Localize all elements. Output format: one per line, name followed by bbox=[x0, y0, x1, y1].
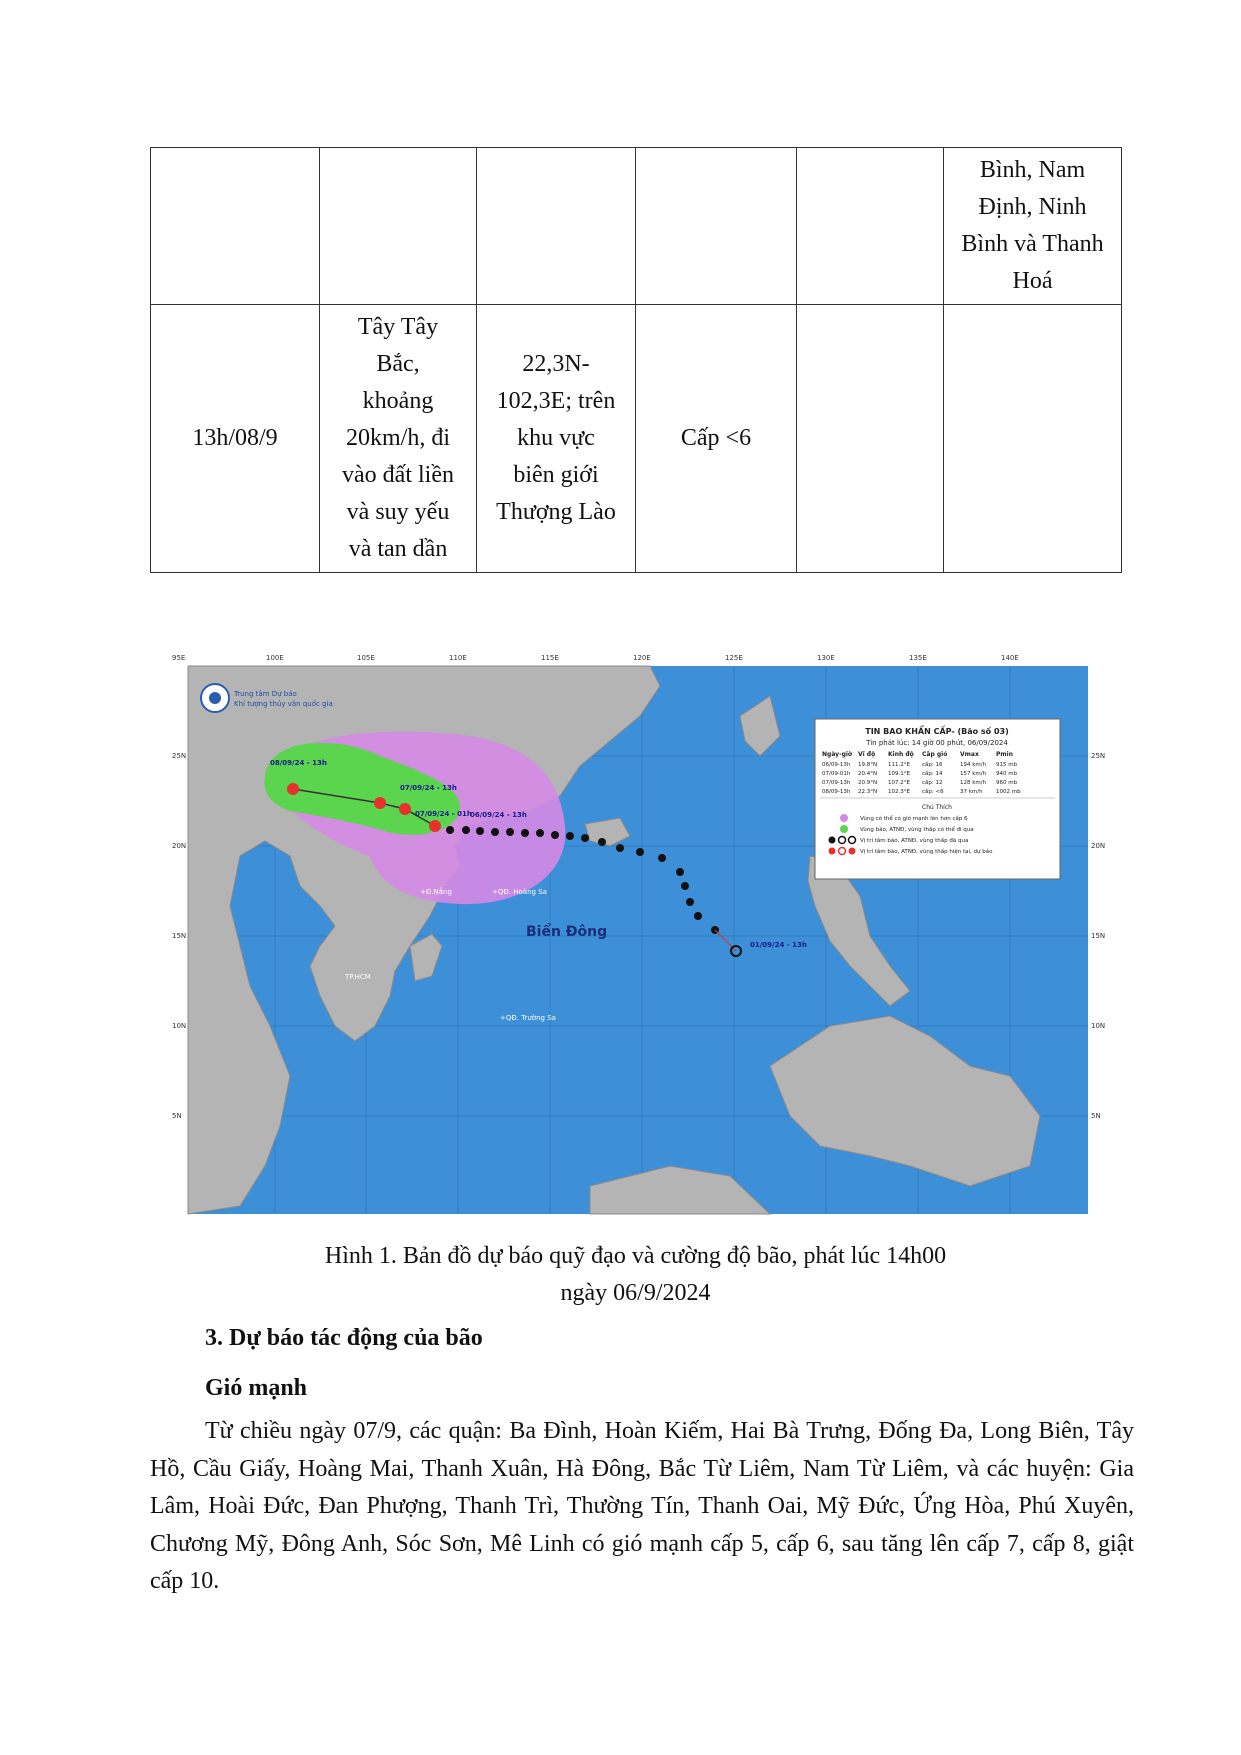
table-cell bbox=[636, 148, 797, 305]
table-cell bbox=[797, 148, 944, 305]
track-label: 01/09/24 - 13h bbox=[750, 941, 807, 949]
table-cell bbox=[151, 148, 320, 305]
info-header: Kinh độ bbox=[888, 751, 914, 758]
lat-label: 15N bbox=[1091, 932, 1106, 940]
place-danang: +Đ.Nẵng bbox=[420, 888, 452, 896]
info-cell: 109.1°E bbox=[888, 771, 910, 777]
lon-label: 140E bbox=[1001, 654, 1019, 662]
info-cell: 128 km/h bbox=[960, 780, 987, 786]
caption-line: ngày 06/9/2024 bbox=[560, 1280, 711, 1306]
info-header: Vmax bbox=[960, 751, 979, 758]
table-cell-direction: Tây Tây Bắc, khoảng 20km/h, đi vào đất liền và suy yếu và tan dần bbox=[320, 305, 477, 573]
info-cell: 960 mb bbox=[996, 780, 1018, 786]
lon-label: 135E bbox=[909, 654, 927, 662]
lat-label: 10N bbox=[1091, 1022, 1106, 1030]
table-cell bbox=[797, 305, 944, 573]
lon-label: 120E bbox=[633, 654, 651, 662]
legend-title: Chú Thích bbox=[922, 804, 952, 811]
info-cell: 37 km/h bbox=[960, 789, 983, 795]
place-truongsa: +QĐ. Trường Sa bbox=[500, 1014, 556, 1022]
table-cell-position: 22,3N- 102,3E; trên khu vực biên giới Thượng Lào bbox=[477, 305, 636, 573]
info-cell: cấp: 16 bbox=[922, 762, 943, 768]
subsection-heading: Gió mạnh bbox=[205, 1375, 308, 1401]
info-cell: 102.3°E bbox=[888, 789, 910, 795]
info-title: TIN BAO KHẨN CẤP- (Bão số 03) bbox=[865, 727, 1009, 736]
legend-item: Vị trí tâm bão, ATNĐ, vùng thấp đã qua bbox=[860, 838, 969, 844]
lat-label: 20N bbox=[172, 842, 187, 850]
lat-label: 25N bbox=[1091, 752, 1106, 760]
info-cell: 1002 mb bbox=[996, 789, 1021, 795]
table-row bbox=[151, 148, 1122, 305]
figure-caption bbox=[150, 1238, 1121, 1312]
info-issued: Tin phát lúc: 14 giờ 00 phút, 06/09/2024 bbox=[866, 739, 1008, 747]
place-bien-dong: Biển Đông bbox=[526, 924, 608, 940]
info-cell: 06/09-13h bbox=[822, 762, 851, 768]
info-cell: 107.2°E bbox=[888, 780, 910, 786]
lat-label: 10N bbox=[172, 1022, 187, 1030]
place-tphcm: TP.HCM bbox=[345, 973, 371, 981]
info-header: Cấp gió bbox=[922, 751, 948, 758]
info-cell: 20.4°N bbox=[858, 771, 878, 777]
place-hoangsa: +QĐ. Hoàng Sa bbox=[492, 888, 547, 896]
lon-label: 95E bbox=[172, 654, 186, 662]
agency-subname: Khí tượng thủy văn quốc gia bbox=[234, 700, 333, 708]
info-cell: 111.2°E bbox=[888, 762, 910, 768]
legend-item: Vùng có thể có gió mạnh lên hơn cấp 6 bbox=[860, 816, 968, 822]
info-cell: cấp: <6 bbox=[922, 789, 944, 795]
green-swatch-icon bbox=[840, 825, 848, 833]
caption-line: Hình 1. Bản đồ dự báo quỹ đạo và cường độ bão, phát lúc 14h00 bbox=[324, 1243, 947, 1269]
lon-label: 115E bbox=[541, 654, 559, 662]
table-row bbox=[151, 305, 1122, 573]
info-cell: cấp: 12 bbox=[922, 780, 943, 786]
purple-swatch-icon bbox=[840, 814, 848, 822]
agency-logo-icon bbox=[201, 684, 229, 712]
forecast-table bbox=[150, 147, 1122, 573]
agency-name: Trung tâm Dự báo bbox=[234, 690, 297, 698]
table-cell bbox=[944, 305, 1122, 573]
legend-item: Vùng bão, ATNĐ, vùng thấp có thể đi qua bbox=[860, 827, 974, 833]
info-cell: 940 mb bbox=[996, 771, 1018, 777]
lon-label: 130E bbox=[817, 654, 835, 662]
track-label: 08/09/24 - 13h bbox=[270, 759, 327, 767]
info-cell: 20.9°N bbox=[858, 780, 878, 786]
info-cell: 157 km/h bbox=[960, 771, 987, 777]
lat-label: 5N bbox=[172, 1112, 182, 1120]
track-label: 06/09/24 - 13h bbox=[470, 811, 527, 819]
legend-item: Vị trí tâm bão, ATNĐ, vùng thấp hiện tại, dự báo bbox=[860, 849, 993, 855]
info-cell: 19.8°N bbox=[858, 762, 878, 768]
table-cell-level: Cấp <6 bbox=[636, 305, 797, 573]
lon-label: 110E bbox=[449, 654, 467, 662]
lon-label: 100E bbox=[266, 654, 284, 662]
info-cell: 22.3°N bbox=[858, 789, 878, 795]
track-label: 07/09/24 - 13h bbox=[400, 784, 457, 792]
lat-label: 5N bbox=[1091, 1112, 1101, 1120]
info-header: Ngày-giờ bbox=[822, 751, 853, 758]
storm-forecast-map bbox=[170, 646, 1106, 1226]
lon-label: 105E bbox=[357, 654, 375, 662]
lon-label: 125E bbox=[725, 654, 743, 662]
info-cell: 915 mb bbox=[996, 762, 1018, 768]
table-cell-area: Bình, Nam Định, Ninh Bình và Thanh Hoá bbox=[944, 148, 1122, 305]
lat-label: 15N bbox=[172, 932, 187, 940]
lat-label: 25N bbox=[172, 752, 187, 760]
table-cell bbox=[320, 148, 477, 305]
info-header: Vĩ độ bbox=[858, 751, 876, 758]
track-label: 07/09/24 - 01h bbox=[415, 810, 472, 818]
info-cell: 08/09-13h bbox=[822, 789, 851, 795]
info-cell: 194 km/h bbox=[960, 762, 987, 768]
table-cell bbox=[477, 148, 636, 305]
info-cell: cấp: 14 bbox=[922, 771, 943, 777]
section-heading: 3. Dự báo tác động của bão bbox=[205, 1325, 483, 1351]
storm-info-box bbox=[815, 719, 1060, 879]
info-cell: 07/09-01h bbox=[822, 771, 851, 777]
table-cell-time: 13h/08/9 bbox=[151, 305, 320, 573]
info-cell: 07/09-13h bbox=[822, 780, 851, 786]
body-paragraph: Từ chiều ngày 07/9, các quận: Ba Đình, Hoàn Kiếm, Hai Bà Trưng, Đống Đa, Long Biên, Tây Hồ, Cầu Giấy, Hoàng Mai, Thanh Xuân, Hà Đông, Bắc Từ Liêm, Nam Từ Liêm, và các huyện: Gia Lâm, Hoài Đức, Đan Phượng, Thanh Trì, Thường Tín, Thanh Oai, Mỹ Đức, Ứng Hòa, Phú Xuyên, Chương Mỹ, Đông Anh, Sóc Sơn, Mê Linh có gió mạnh cấp 5, cấp 6, sau tăng lên cấp 7, cấp 8, giật cấp 10. bbox=[150, 1418, 1134, 1594]
info-header: Pmin bbox=[996, 751, 1013, 758]
lat-label: 20N bbox=[1091, 842, 1106, 850]
